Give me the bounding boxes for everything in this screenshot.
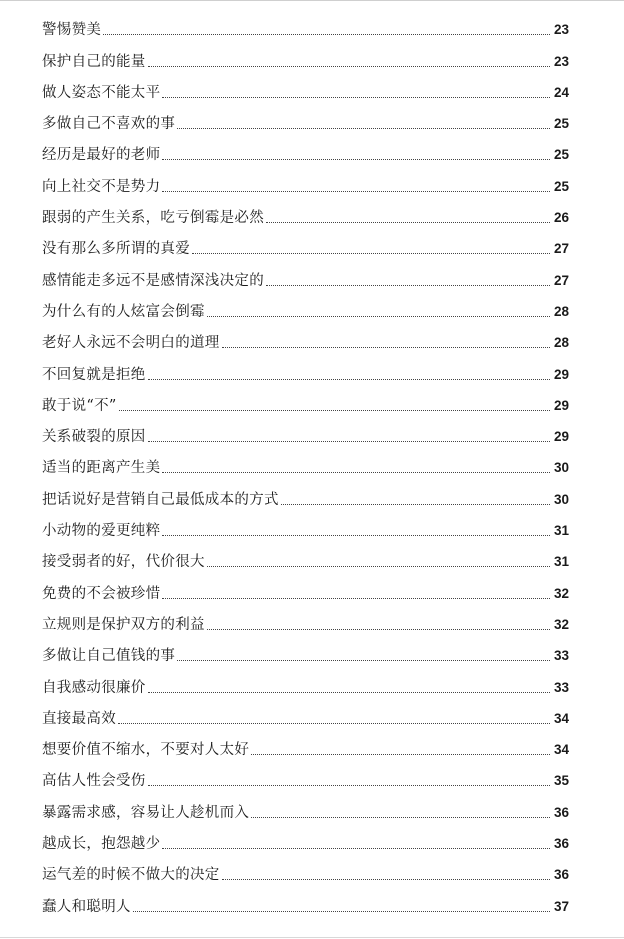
toc-entry-title: 敢于说“不”	[42, 397, 117, 414]
toc-entry-page: 25	[553, 147, 569, 163]
toc-entry-page: 36	[553, 836, 569, 852]
toc-entry[interactable]	[42, 353, 569, 384]
toc-entry-title: 向上社交不是势力	[42, 178, 161, 195]
toc-dot-leader	[118, 722, 550, 724]
toc-entry[interactable]	[42, 698, 569, 729]
toc-dot-leader	[162, 597, 550, 599]
toc-entry[interactable]	[42, 666, 569, 697]
toc-entry[interactable]	[42, 416, 569, 447]
toc-dot-leader	[162, 158, 550, 160]
toc-entry-page: 29	[553, 397, 569, 413]
toc-entry-title: 保护自己的能量	[42, 53, 146, 70]
toc-entry-title: 免费的不会被珍惜	[42, 585, 161, 602]
toc-entry-page: 34	[553, 742, 569, 758]
toc-dot-leader	[207, 628, 550, 630]
toc-entry-title: 为什么有的人炫富会倒霉	[42, 303, 205, 320]
toc-entry-page: 24	[553, 84, 569, 100]
toc-dot-leader	[133, 910, 550, 912]
toc-dot-leader	[251, 816, 550, 818]
toc-entry-page: 23	[553, 53, 569, 69]
toc-dot-leader	[119, 409, 550, 411]
toc-entry-title: 跟弱的产生关系，吃亏倒霉是必然	[42, 210, 264, 227]
toc-dot-leader	[207, 315, 550, 317]
toc-entry-page: 30	[553, 460, 569, 476]
page-bottom-divider	[0, 937, 624, 938]
toc-entry[interactable]	[42, 134, 569, 165]
toc-entry[interactable]	[42, 228, 569, 259]
toc-entry[interactable]	[42, 510, 569, 541]
toc-dot-leader	[162, 471, 550, 473]
toc-dot-leader	[177, 127, 550, 129]
toc-dot-leader	[162, 96, 550, 98]
toc-entry[interactable]	[42, 572, 569, 603]
toc-entry-page: 26	[553, 210, 569, 226]
toc-entry-title: 运气差的时候不做大的决定	[42, 867, 220, 884]
toc-entry-page: 29	[553, 429, 569, 445]
toc-entry[interactable]	[42, 322, 569, 353]
table-of-contents	[42, 9, 569, 917]
toc-entry-title: 越成长，抱怨越少	[42, 836, 161, 853]
toc-entry-title: 高估人性会受伤	[42, 773, 146, 790]
toc-entry-title: 蠢人和聪明人	[42, 898, 131, 915]
toc-entry-page: 23	[553, 22, 569, 38]
toc-entry[interactable]	[42, 165, 569, 196]
toc-entry-page: 32	[553, 585, 569, 601]
toc-dot-leader	[177, 659, 550, 661]
toc-entry[interactable]	[42, 9, 569, 40]
toc-entry[interactable]	[42, 604, 569, 635]
toc-entry-title: 接受弱者的好，代价很大	[42, 554, 205, 571]
toc-entry-page: 29	[553, 366, 569, 382]
toc-entry-page: 25	[553, 116, 569, 132]
toc-entry[interactable]	[42, 760, 569, 791]
toc-dot-leader	[207, 565, 550, 567]
toc-entry-page: 36	[553, 867, 569, 883]
toc-dot-leader	[281, 503, 550, 505]
toc-entry[interactable]	[42, 447, 569, 478]
toc-entry-title: 没有那么多所谓的真爱	[42, 241, 190, 258]
toc-entry-title: 经历是最好的老师	[42, 147, 161, 164]
toc-dot-leader	[148, 440, 550, 442]
toc-entry[interactable]	[42, 823, 569, 854]
toc-entry-page: 27	[553, 241, 569, 257]
toc-dot-leader	[222, 346, 550, 348]
toc-entry-page: 28	[553, 335, 569, 351]
toc-entry-title: 做人姿态不能太平	[42, 84, 161, 101]
toc-entry-page: 37	[553, 898, 569, 914]
toc-entry-page: 27	[553, 272, 569, 288]
toc-entry[interactable]	[42, 635, 569, 666]
toc-entry[interactable]	[42, 103, 569, 134]
toc-entry-page: 25	[553, 178, 569, 194]
toc-entry[interactable]	[42, 885, 569, 916]
toc-entry-page: 31	[553, 523, 569, 539]
toc-entry[interactable]	[42, 197, 569, 228]
toc-entry-title: 直接最高效	[42, 710, 116, 727]
toc-dot-leader	[162, 190, 550, 192]
toc-entry[interactable]	[42, 854, 569, 885]
toc-entry[interactable]	[42, 729, 569, 760]
toc-entry[interactable]	[42, 478, 569, 509]
toc-dot-leader	[251, 753, 550, 755]
toc-entry-page: 33	[553, 679, 569, 695]
toc-entry[interactable]	[42, 40, 569, 71]
toc-entry[interactable]	[42, 791, 569, 822]
toc-dot-leader	[192, 252, 550, 254]
toc-dot-leader	[148, 784, 550, 786]
toc-entry-title: 警惕赞美	[42, 22, 102, 39]
toc-entry-page: 33	[553, 648, 569, 664]
toc-entry-title: 关系破裂的原因	[42, 429, 146, 446]
toc-entry[interactable]	[42, 541, 569, 572]
toc-entry[interactable]	[42, 259, 569, 290]
toc-entry-page: 28	[553, 303, 569, 319]
toc-dot-leader	[148, 378, 550, 380]
toc-entry-page: 30	[553, 491, 569, 507]
toc-dot-leader	[266, 284, 550, 286]
toc-entry-page: 32	[553, 616, 569, 632]
toc-dot-leader	[148, 691, 550, 693]
toc-entry-title: 感情能走多远不是感情深浅决定的	[42, 272, 264, 289]
toc-entry[interactable]	[42, 291, 569, 322]
toc-dot-leader	[148, 65, 550, 67]
toc-dot-leader	[162, 534, 550, 536]
toc-entry-title: 老好人永远不会明白的道理	[42, 335, 220, 352]
toc-entry-page: 35	[553, 773, 569, 789]
toc-entry-title: 立规则是保护双方的利益	[42, 616, 205, 633]
toc-entry-title: 自我感动很廉价	[42, 679, 146, 696]
toc-entry-title: 多做自己不喜欢的事	[42, 116, 176, 133]
toc-entry-page: 31	[553, 554, 569, 570]
toc-entry-title: 暴露需求感，容易让人趁机而入	[42, 804, 250, 821]
toc-entry-page: 36	[553, 804, 569, 820]
toc-dot-leader	[266, 221, 550, 223]
toc-entry-title: 不回复就是拒绝	[42, 366, 146, 383]
toc-entry-title: 多做让自己值钱的事	[42, 648, 176, 665]
toc-entry-title: 把话说好是营销自己最低成本的方式	[42, 491, 279, 508]
toc-entry-page: 34	[553, 710, 569, 726]
toc-dot-leader	[162, 847, 550, 849]
toc-entry-title: 想要价值不缩水，不要对人太好	[42, 742, 250, 759]
toc-entry[interactable]	[42, 72, 569, 103]
toc-dot-leader	[103, 33, 550, 35]
toc-entry-title: 适当的距离产生美	[42, 460, 161, 477]
toc-dot-leader	[222, 878, 550, 880]
toc-entry-title: 小动物的爱更纯粹	[42, 523, 161, 540]
toc-entry[interactable]	[42, 385, 569, 416]
